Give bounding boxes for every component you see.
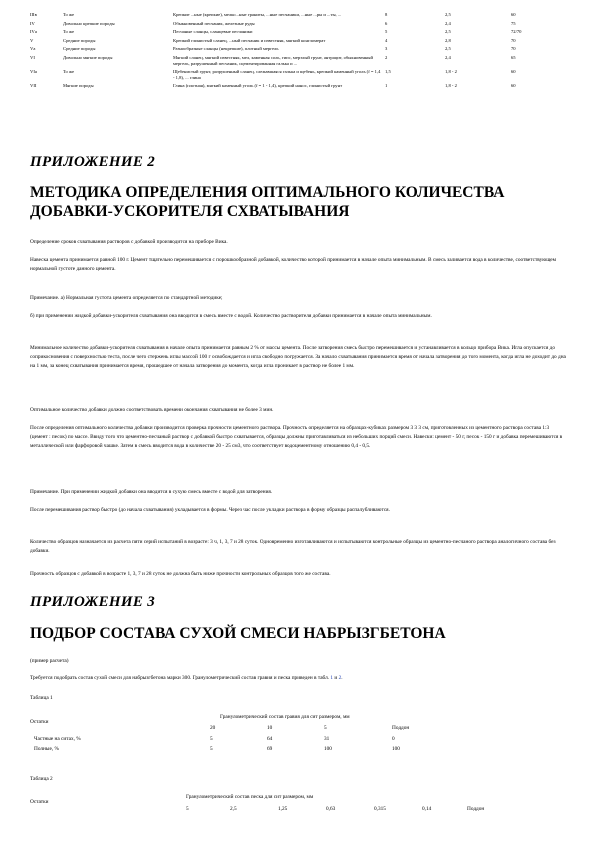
table-cell-c: 70 [511,46,516,52]
table-2-col-header: 0,315 [374,806,386,812]
table-cell-code: IIIв [30,12,37,17]
table-cell-b: 2,4 [445,54,451,60]
table-cell-b: 2,5 [445,46,451,52]
table-cell-name: Довольно мягкие породы [63,54,113,60]
table-cell-name: То же [63,12,75,17]
table-cell-code: IVа [30,29,37,35]
rock-classification-table [30,12,575,92]
table-cell-b: 1,8 - 2 [445,69,457,75]
table-cell-a: 1,5 [385,69,391,75]
sand-grading-table [30,794,517,813]
table-cell-a: 5 [385,29,388,35]
table-1-col-header: Поддон [392,725,410,731]
table-2-col-header: 0,14 [422,806,432,812]
table-cell-code: VIа [30,69,37,75]
table-cell-c: 65 [511,54,516,60]
table-cell-code: VI [30,54,35,60]
table-row [30,38,575,47]
table-2-col-header: 1,25 [278,806,288,812]
intro-text: Требуется подобрать состав сухой смеси для набрызгбетона марки 300. Гранулометрический состав гравия и песка приведен в табл. [30,675,330,681]
appendix-2-heading: ПРИЛОЖЕНИЕ 2 [30,154,156,170]
table-cell-desc: Щебенистый грунт, разрушенный сланец, слежавшаяся галька и щебень, крепкий каменный уголь (f = 1,4 - 1,8), ... глина [173,69,381,80]
table-1-col-header: 20 [210,725,216,731]
table-cell-name: То же [63,29,75,35]
table-1-col-header: 10 [267,725,273,731]
table-cell: 5 [210,746,213,752]
table-1-col-header: 5 [324,725,327,731]
table-cell-code: IV [30,20,35,26]
table-cell-b: 2,8 [445,37,451,43]
table-cell-a: 2 [385,54,388,60]
table-cell-desc: Крепкий глинистый сланец, ...ный песчаник и известняк, мягкий конгломерат [173,37,326,43]
appendix-3-subtitle: (пример расчета) [30,658,69,664]
table-cell: 64 [267,736,273,742]
paragraph: Количество образцов назначается из расчета пяти серий испытаний в возрасте: 3 ч, 1, 3, 7 и 28 суток. Одновременно изготавливаются и испытываются контрольные образцы из цементно-песчаного раствора аналогичного состава без добавки. [30,539,556,554]
paragraph: б) при применении жидкой добавки-ускорителя схватывания она вводится в смесь вместе с водой. Количество растворителя добавки принимается в начале опыта минимальным. [30,313,432,319]
table-2-caption: Таблица 2 [30,776,53,782]
appendix-3-intro [30,674,568,683]
table-cell-desc: Мягкий сланец, мягкий известняк, мел, каменная соль, гипс, мерзлый грунт, антрацит, обыкновенный мергель, разрушенный песчаник, сцементированная галька и ... [173,54,373,66]
paragraph: После определения оптимального количества добавки производится проверка прочности цементного раствора. Прочность определяется на образцах-кубиках размером 3 3 3 см, приготовленных из цементного раствора состава 1:3 (цемент : песок) по массе. Ввиду того что цементно-песчаный раствор с добавкой быстро схватывается, образцы должны приготавливаться из небольших порций смеси. Навески: цемент - 50 г, песок - 150 г и добавка перемешиваются в металлической или фарфоровой чашке. Затем в смесь вводится вода в количестве 20 - 25 см3, что соответствует водоцементному отношению 0,4 - 0,5. [30,425,563,449]
intro-conjunction: и [334,675,338,681]
table-cell-b: 2,4 [445,20,451,26]
table-1-group-header: Гранулометрический состав гравия для сит размером, мм [220,714,350,720]
paragraph: После перемешивания раствор быстро (до начала схватывания) укладывается в формы. Через час после укладки раствора в форму образцы распалубливаются. [30,507,390,513]
paragraph: Минимальное количество добавки-ускорителя схватывания в начале опыта принимается равным 2 % от массы цемента. После затворения смесь быстро перемешивается и устанавливается в кольцо прибора Вика. Игла опускается до соприкосновения с поверхностью теста, после чего стержень иглы массой 100 г освобождается и игла свободно погружается. За начало схватывания принимается время от начала затворения до того момента, когда игла не доходит до дна на 1 мм, за конец схватывания принимается время, прошедшее от начала затворения до момента, когда игла проникает в раствор не более 1 мм. [30,345,566,369]
table-cell-a: 3 [385,46,388,52]
table-1-link[interactable]: 1 [330,675,334,681]
paragraph: Оптимальное количество добавки должно соответствовать времени окончания схватывания не более 3 мин. [30,407,274,413]
table-1-row-header: Остатки [30,719,49,725]
table-cell-desc: Крепкие ...ные (крепкие), мелко...ные граниты, ...ные песчаники, ...ные ...ры и ...ты, ... [173,12,342,17]
table-cell: 100 [324,746,332,752]
table-1-row-label: Частные на ситах, % [34,736,81,742]
gravel-grading-table [30,714,452,753]
table-row [30,55,575,69]
table-cell-c: 60 [511,69,516,75]
table-cell-name: Средние породы [63,37,96,43]
table-2-group-header: Гранулометрический состав песка для сит размером, мм [186,794,314,800]
appendix-3-title: ПОДБОР СОСТАВА СУХОЙ СМЕСИ НАБРЫЗГБЕТОНА [30,625,446,642]
table-cell-desc: Глина (плотная), мягкий каменный уголь (f = 1 - 1,4), крепкий нанос, глинистый грунт [173,83,343,89]
table-1-row-label: Полные, % [34,746,59,752]
table-row [30,12,575,21]
table-cell-a: 6 [385,20,388,26]
table-row [30,46,575,55]
table-cell-name: Мягкие породы [63,83,94,89]
table-cell-code: Vа [30,46,36,52]
table-cell: 5 [210,736,213,742]
table-cell-c: 60 [511,12,516,17]
table-cell-desc: Разнообразные сланцы (некрепкие), плотный мергель [173,46,279,52]
appendix-3-heading: ПРИЛОЖЕНИЕ 3 [30,594,156,610]
paragraph: Определение сроков схватывания растворов с добавкой производится на приборе Вика. [30,239,228,245]
table-row [30,21,575,30]
table-cell-b: 2,5 [445,12,451,17]
table-cell-name: То же [63,69,75,75]
table-cell-a: 1 [385,83,388,89]
paragraph: Навеска цемента принимается равной 100 г. Цемент тщательно перемешивается с порошкообразной добавкой, количество которой принимается в начале опыта минимальным. В смесь заливается вода в количестве, соответствующем нормальной густоте данного цемента. [30,257,556,272]
table-row [30,83,575,92]
table-1-caption: Таблица 1 [30,695,53,701]
table-cell-code: V [30,37,34,43]
table-cell: 69 [267,746,273,752]
table-2-col-header: 0,63 [326,806,336,812]
table-cell: 0 [392,736,395,742]
table-cell-desc: Песчаные сланцы, сланцевые песчаники [173,29,253,35]
table-cell-c: 60 [511,83,516,89]
table-row [30,69,575,83]
table-cell-code: VII [30,83,37,89]
table-2-row-header: Остатки [30,799,49,805]
table-cell-desc: Обыкновенный песчаник, железные руды [173,20,255,26]
table-cell-c: 70 [511,37,516,43]
table-2-col-header: 5 [186,806,189,812]
table-row [30,29,575,38]
table-2-col-header: 2,5 [230,806,237,812]
table-cell-b: 2,5 [445,29,451,35]
table-cell-a: 4 [385,37,388,43]
table-2-link[interactable]: 2 [338,675,342,681]
table-cell-a: 8 [385,12,388,17]
table-cell-name: Довольно крепкие породы [63,20,115,26]
table-cell-name: Средние породы [63,46,96,52]
table-cell: 100 [392,746,400,752]
table-cell: 31 [324,736,330,742]
appendix-2-title: МЕТОДИКА ОПРЕДЕЛЕНИЯ ОПТИМАЛЬНОГО КОЛИЧЕСТВА ДОБАВКИ-УСКОРИТЕЛЯ СХВАТЫВАНИЯ [30,184,505,220]
table-cell-c: 72/70 [511,29,522,35]
intro-end: . [341,675,343,681]
table-cell-c: 75 [511,20,516,26]
note-paragraph: Примечание. а) Нормальная густота цемента определяется по стандартной методике; [30,295,223,301]
table-2-col-header: Поддон [467,806,485,812]
note-paragraph: Примечание. При применении жидкой добавки она вводится в сухую смесь вместе с водой для затворения. [30,489,273,495]
table-cell-b: 1,8 - 2 [445,83,457,89]
paragraph: Прочность образцов с добавкой в возрасте 1, 3, 7 и 28 суток не должна быть ниже прочности контрольных образцов того же состава. [30,571,331,577]
